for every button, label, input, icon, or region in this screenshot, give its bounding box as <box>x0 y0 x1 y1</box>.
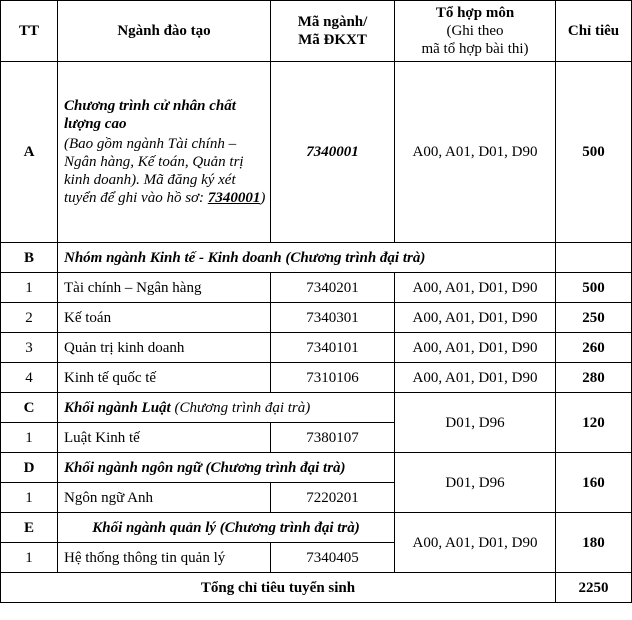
row-nganh: Ngôn ngữ Anh <box>58 483 271 513</box>
section-a-chitieu: 500 <box>556 62 632 243</box>
row-ma: 7340101 <box>271 333 395 363</box>
section-a-note-suffix: ) <box>260 190 266 206</box>
section-a-tt: A <box>1 62 58 243</box>
header-tohop-line2: (Ghi theo <box>446 23 504 39</box>
row-tohop: A00, A01, D01, D90 <box>395 303 556 333</box>
section-a-ma: 7340001 <box>271 62 395 243</box>
row-chitieu: 500 <box>556 273 632 303</box>
table-row <box>1 273 632 303</box>
section-d-tt: D <box>1 453 58 483</box>
row-tt: 4 <box>1 363 58 393</box>
section-d-tohop: D01, D96 <box>395 453 556 513</box>
row-chitieu: 250 <box>556 303 632 333</box>
section-b-header-row <box>1 243 632 273</box>
table-row <box>1 363 632 393</box>
header-tohop <box>395 1 556 62</box>
section-d-title: Khối ngành ngôn ngữ (Chương trình đại trà) <box>58 453 395 483</box>
section-c-chitieu: 120 <box>556 393 632 453</box>
section-c-tohop: D01, D96 <box>395 393 556 453</box>
section-c-tt: C <box>1 393 58 423</box>
row-nganh: Luật Kinh tế <box>58 423 271 453</box>
row-ma: 7220201 <box>271 483 395 513</box>
section-e-title: Khối ngành quản lý (Chương trình đại trà) <box>58 513 395 543</box>
row-ma: 7340405 <box>271 543 395 573</box>
row-nganh: Hệ thống thông tin quản lý <box>58 543 271 573</box>
total-row <box>1 573 632 603</box>
section-a-program <box>58 62 271 243</box>
section-a-note-prefix: (Bao gồm ngành Tài chính – Ngân hàng, Kế toán, Quản trị kinh doanh). Mã đăng ký xét tuyển để ghi vào hồ sơ: <box>64 136 244 206</box>
header-nganh: Ngành đào tạo <box>58 1 271 62</box>
row-ma: 7310106 <box>271 363 395 393</box>
header-tohop-line3: mã tổ hợp bài thi) <box>421 41 529 57</box>
row-chitieu: 280 <box>556 363 632 393</box>
total-value: 2250 <box>556 573 632 603</box>
section-c-header-row <box>1 393 632 423</box>
section-d-chitieu: 160 <box>556 453 632 513</box>
section-a-tohop: A00, A01, D01, D90 <box>395 62 556 243</box>
section-b-empty <box>556 243 632 273</box>
section-a-title: Chương trình cử nhân chất lượng cao <box>64 98 236 132</box>
total-label: Tổng chỉ tiêu tuyển sinh <box>1 573 556 603</box>
section-a-note <box>64 135 266 207</box>
header-tohop-line1: Tổ hợp môn <box>435 5 515 21</box>
section-d-header-row <box>1 453 632 483</box>
header-ma-line1: Mã ngành/ <box>297 14 368 30</box>
header-row <box>1 1 632 62</box>
section-e-chitieu: 180 <box>556 513 632 573</box>
row-nganh: Kinh tế quốc tế <box>58 363 271 393</box>
row-nganh: Tài chính – Ngân hàng <box>58 273 271 303</box>
row-tohop: A00, A01, D01, D90 <box>395 363 556 393</box>
section-c-title <box>58 393 395 423</box>
row-tt: 1 <box>1 543 58 573</box>
section-b-tt: B <box>1 243 58 273</box>
row-tt: 3 <box>1 333 58 363</box>
row-tohop: A00, A01, D01, D90 <box>395 333 556 363</box>
section-c-title-rest: (Chương trình đại trà) <box>170 399 311 416</box>
row-tt: 1 <box>1 273 58 303</box>
section-b-title: Nhóm ngành Kinh tế - Kinh doanh (Chương trình đại trà) <box>58 243 556 273</box>
row-ma: 7340201 <box>271 273 395 303</box>
section-a-note-code: 7340001 <box>207 190 261 206</box>
row-ma: 7380107 <box>271 423 395 453</box>
header-chitieu: Chỉ tiêu <box>556 1 632 62</box>
row-nganh: Kế toán <box>58 303 271 333</box>
row-tt: 1 <box>1 483 58 513</box>
row-tohop: A00, A01, D01, D90 <box>395 273 556 303</box>
section-c-title-bold: Khối ngành Luật <box>64 399 171 416</box>
row-chitieu: 260 <box>556 333 632 363</box>
header-tt: TT <box>1 1 58 62</box>
row-tt: 2 <box>1 303 58 333</box>
section-e-tt: E <box>1 513 58 543</box>
section-a-row <box>1 62 632 243</box>
row-ma: 7340301 <box>271 303 395 333</box>
table-row <box>1 333 632 363</box>
header-ma-line2: Mã ĐKXT <box>298 32 367 48</box>
section-e-tohop: A00, A01, D01, D90 <box>395 513 556 573</box>
table-row <box>1 303 632 333</box>
row-tt: 1 <box>1 423 58 453</box>
row-nganh: Quản trị kinh doanh <box>58 333 271 363</box>
section-e-header-row <box>1 513 632 543</box>
header-ma <box>271 1 395 62</box>
